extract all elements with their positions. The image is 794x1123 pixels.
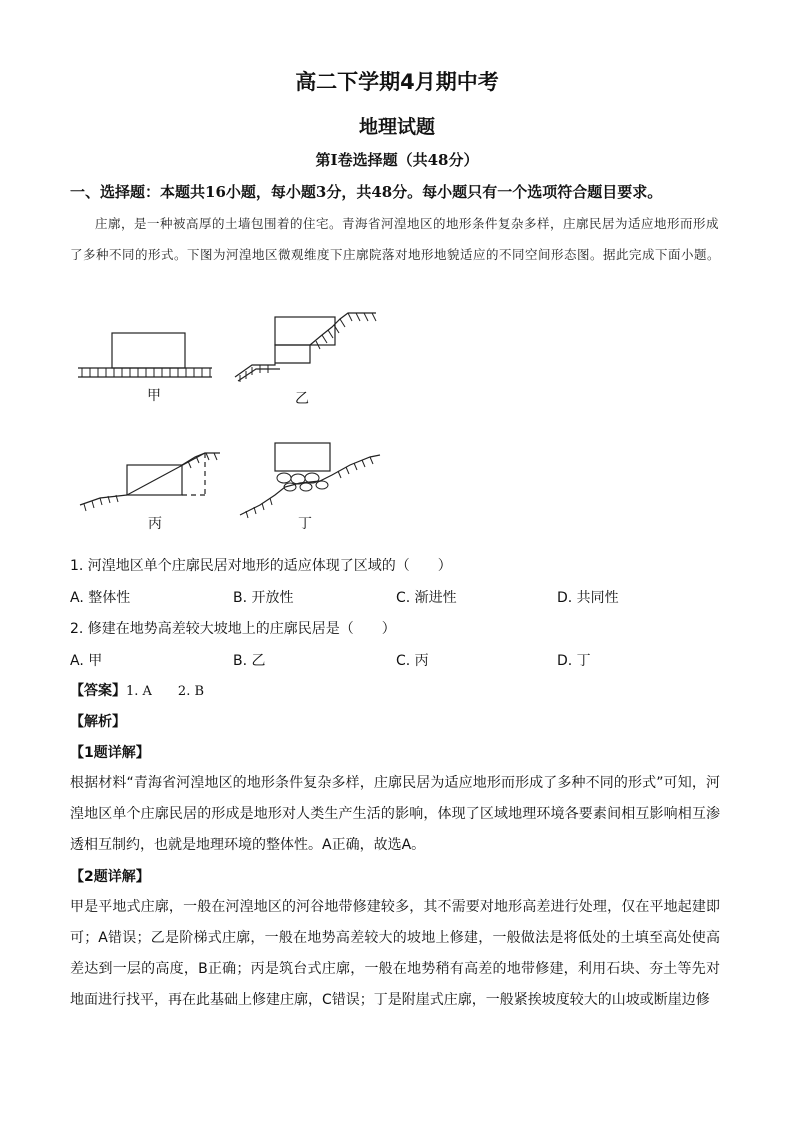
q1-detail-text: 根据材料“青海省河湟地区的地形条件复杂多样，庄廓民居为适应地形而形成了多种不同的形式”可知，河湟地区单个庄廓民居的形成是地形对人类生产生活的影响，体现了区域地理环境各要素间相互影响相互渗透相互制约，也就是地理环境的整体性。A正确，故选A。 — [70, 775, 720, 853]
q2-option-b: B. 乙 — [233, 653, 266, 669]
q2-detail-text: 甲是平地式庄廓，一般在河湟地区的河谷地带修建较多，其不需要对地形高差进行处理，仅在平地起建即可；A错误；乙是阶梯式庄廓，一般在地势高差较大的坡地上修建，一般做法是将低处的土填至高处使高差达到一层的高度，B正确；丙是筑台式庄廓，一般在地势稍有高差的地带修建，利用石块、夯土等先对地面进行找平，再在此基础上修建庄廓，C错误；丁是附崖式庄廓，一般紧挨坡度较大的山坡或断崖边修 — [70, 899, 720, 1008]
subject-title: 地理试题 — [358, 116, 435, 138]
diagram-ding — [240, 443, 380, 518]
q1-detail-label: 【1题详解】 — [70, 745, 150, 761]
q2-option-c: C. 丙 — [396, 653, 429, 669]
figure-label-jia: 甲 — [147, 388, 161, 404]
q2-option-d: D. 丁 — [557, 653, 591, 669]
q1-option-a: A. 整体性 — [70, 590, 131, 606]
question-1-stem: 1. 河湟地区单个庄廓民居对地形的适应体现了区域的（ ） — [70, 558, 452, 574]
q1-option-d: D. 共同性 — [557, 590, 619, 606]
diagram-jia — [78, 333, 212, 377]
diagram-yi — [235, 313, 376, 382]
figure-label-ding: 丁 — [298, 516, 312, 532]
q1-option-c: C. 渐进性 — [396, 590, 457, 606]
section-heading: 一、选择题：本题共16小题，每小题3分，共48分。每小题只有一个选项符合题目要求。 — [70, 183, 663, 201]
zhuangkuo-terrain-figure — [70, 305, 400, 535]
volume-title: 第Ⅰ卷选择题（共48分） — [315, 151, 479, 169]
diagram-bing — [80, 453, 220, 511]
figure-label-yi: 乙 — [295, 391, 309, 407]
exam-title: 高二下学期4月期中考 — [295, 70, 499, 94]
answer-value: 1. A 2. B — [126, 684, 205, 699]
intro-paragraph: 庄廓，是一种被高厚的土墙包围着的住宅。青海省河湟地区的地形条件复杂多样，庄廓民居为适应地形而形成了多种不同的形式。下图为河湟地区微观维度下庄廓院落对地形地貌适应的不同空间形态图。据此完成下面小题。 — [70, 216, 721, 262]
answer-label: 【答案】 — [70, 683, 126, 699]
figure-label-bing: 丙 — [148, 516, 162, 532]
analysis-label: 【解析】 — [70, 714, 126, 730]
q2-detail-label: 【2题详解】 — [70, 869, 150, 885]
answer-row — [70, 680, 204, 700]
q1-option-b: B. 开放性 — [233, 590, 294, 606]
question-2-stem: 2. 修建在地势高差较大坡地上的庄廓民居是（ ） — [70, 621, 396, 637]
q2-option-a: A. 甲 — [70, 653, 103, 669]
